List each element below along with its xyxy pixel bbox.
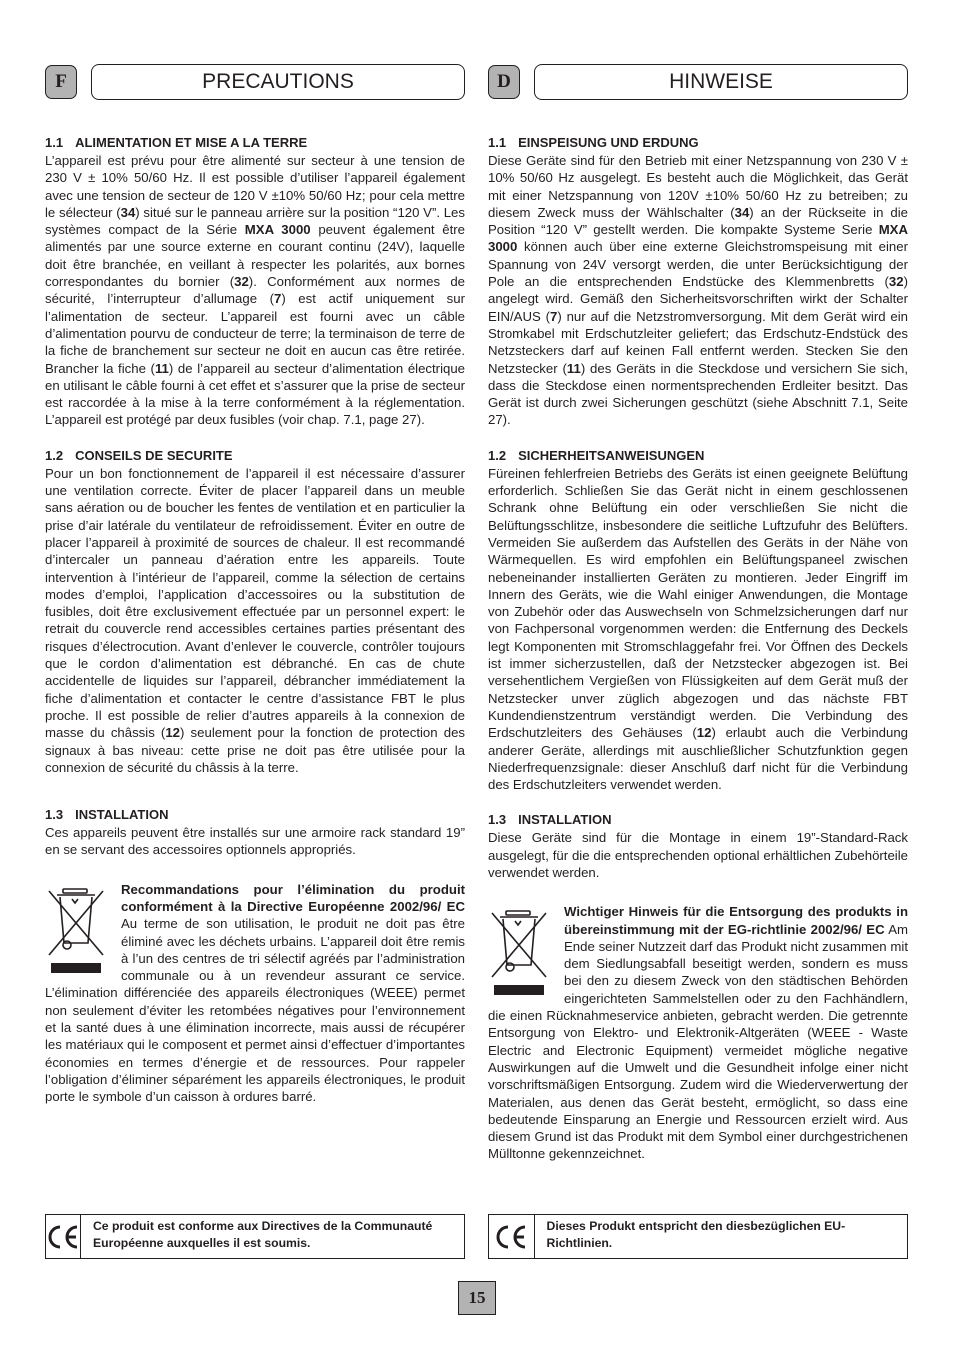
weee-heading: Recommandations pour l’élimination du produit conformément à la Directive Européenne 2002/96/ EC [121, 881, 465, 914]
section-text: Ces appareils peuvent être installés sur une armoire rack standard 19” en se servant des accessoires optionnels appropriés. [45, 825, 465, 858]
weee-notice [488, 903, 908, 1162]
page-title: HINWEISE [534, 64, 908, 100]
weee-heading: Wichtiger Hinweis für die Entsorgung des produkts in übereinstimmung mit der EG-richtlinie 2002/96/ EC [564, 904, 908, 937]
language-badge: F [45, 65, 77, 99]
crossed-out-wheelie-bin-icon [45, 885, 107, 975]
ce-conformity-box [45, 1214, 465, 1259]
section-safety [488, 447, 908, 794]
section-header [45, 64, 465, 102]
section-heading: 1.1 EINSPEISUNG UND ERDUNG [488, 135, 699, 150]
section-power [45, 134, 465, 429]
ce-text: Ce produit est conforme aux Directives de la Communauté Européenne auxquelles il est soumis. [93, 1219, 433, 1250]
section-text: Füreinen fehlerfreien Betriebs des Geräts ist einen geeignete Belüftung erforderlich. Schließen Sie das Gerät nicht in einem geschlossenen Schrank ohne Belüftung ein oder verschließen Sie nicht die Belüftungsschlitze, insbesondere die seitliche Luftzufuhr des Belüfters. Vermeiden Sie außerdem das Aufstellen des Geräts in der Nähe von Wärmequellen. Es wird empfohlen ein Belüftungspaneel zwischen nebeneinander installierten Geräten zu montieren. Jeder Eingriff im Innern des Geräts, wie die Wahl einiger Anwendungen, die Montage von Zubehör oder das Auswechseln von Schmelzsicherungen darf nur von Fachpersonal vorgenommen werden: die Entfernung des Deckels legt Komponenten mit Stromschlaggefahr frei. Vor Öffnen des Deckels ist immer sicherzustellen, daß der Netzstecker abgezogen ist. Bei versehentlichem Vergießen von Flüssigkeiten auf dem Gerät muß der Netzstecker unver züglich abgezogen und das nächste FBT Kundendienstzentrum verständigt werden. Die Verbindung des Erdschutzleiters des Gehäuses (12) erlaubt auch die Verbindung anderer Geräte, allerdings mit auschließlicher Schutzfunktion gegen Niederfrequenzsignale: dieser Anschluß darf nicht für die Verbindung des Erdschutzleiters verwendet werden. [488, 465, 909, 793]
section-heading: 1.2 SICHERHEITSANWEISUNGEN [488, 447, 705, 463]
section-text: Diese Geräte sind für die Montage in einem 19”-Standard-Rack ausgelegt, für die die entsprechenden optional erhältlichen Zubehörteile verwendet werden. [488, 830, 908, 880]
section-header [488, 64, 908, 102]
section-installation [488, 811, 908, 881]
page-title: PRECAUTIONS [91, 64, 465, 100]
page-number: 15 [458, 1281, 496, 1315]
ce-mark-icon [489, 1215, 535, 1258]
column-french [45, 64, 465, 1106]
section-safety [45, 447, 465, 776]
weee-notice [45, 881, 465, 1106]
language-badge: D [488, 65, 520, 99]
column-german [488, 64, 908, 1163]
section-text: L’appareil est prévu pour être alimenté sur secteur à une tension de 230 V ± 10% 50/60 Hz. Il est possible d’utiliser l’appareil également avec une tension de secteur de 120 V ±10% 50/60 Hz; pour cela mettre le sélecteur (34) situé sur le panneau arrière sur la position “120 V”. Les systèmes compact de la Série MXA 3000 peuvent également être alimentés par une source externe en courant continu (24V), laquelle doit être branchée, en veillant à respecter les polarités, aux bornes correspondantes du bornier (32). Conformément aux normes de sécurité, l’interrupteur d’allumage (7) est actif uniquement sur l’alimentation de secteur. L’appareil est fourni avec un câble d’alimentation pourvu de conducteur de terre; la terminaison de terre de la fiche de branchement sur secteur ne doit en aucun cas être retirée. Brancher la fiche (11) de l’appareil au secteur d’alimentation électrique en utilisant le câble fourni à cet effet et s’assurer que la prise de secteur est raccordée à la mise à la terre conformément à la réglementation. L’appareil est protégé par deux fusibles (voir chap. 7.1, page 27). [45, 153, 466, 428]
section-text: Diese Geräte sind für den Betrieb mit einer Netzspannung von 230 V ± 10% 50/60 Hz ausgelegt. Es besteht auch die Möglichkeit, das Gerät mit einer Netzspannung von 120V ±10% 50/60 Hz zu betreiben; zu diesem Zweck muss der Wählschalter (34) an der Rückseite in die Position “120 V” gestellt werden. Die kompakte Systeme Serie MXA 3000 können auch über eine externe Gleichstromspeisung mit einer Spannung von 24V versorgt werden, die unter Berücksichtigung der Pole an die entsprechenden Endstücke des Klemmenbretts (32) angelegt wird. Gemäß den Sicherheitsvorschriften wirkt der Schalter EIN/AUS (7) nur auf die Netzstromversorgung. Mit dem Gerät wird ein Stromkabel mit Erdschutzleiter geliefert; das Erdschutz-Endstück des Netzsteckers darf auf keinen Fall entfernt werden. Stecken Sie den Netzstecker (11) des Geräts in die Steckdose und versichern Sie sich, dass die Steckdose einen normentsprechenden Erdleiter besitzt. Das Gerät ist durch zwei Sicherungen geschützt (siehe Abschnitt 7.1, Seite 27). [488, 153, 908, 428]
section-text: Pour un bon fonctionnement de l’appareil il est nécessaire d’assurer une ventilation correcte. Éviter de placer l’appareil dans un meuble sans aération ou de boucher les fentes de ventilation et en particulier la prise d’air latérale du ventilateur de refroidissement. Éviter en outre de placer l’appareil à proximité de sources de chaleur. Il est recommandé d’intercaler un panneau d’aération entre les appareils. Toute intervention à l’intérieur de l’appareil, comme la sélection de certains modes d’emploi, l’application d’accessoires ou la substitution de fusibles, doit être exclusivement effectuée par un personnel expert: le retrait du couvercle rend accessibles certaines parties présentant des risques d’électrocution. Avant d’enlever le couvercle, contrôler toujours que le cordon d’alimentation est débranché. En cas de chute accidentelle de liquides sur l’appareil, débrancher immédiatement la fiche d’alimentation et contacter le centre d’assistance FBT le plus proche. Il est possible de relier d’autres appareils à la connexion de masse du châssis (12) seulement pour la fonction de protection des signaux à bas niveau: cette prise ne doit pas être utilisée pour la connexion de sécurité du châssis à la terre. [45, 465, 466, 775]
weee-text: Au terme de son utilisation, le produit ne doit pas être éliminé avec les déchets urbains. L’appareil doit être remis à l’un des centres de tri sélectif agréés par l’administration communale ou à un revendeur assurant ce service. L’élimination différenciée des appareils électroniques (WEEE) permet non seulement d’éviter les retombées négatives pour l’environnement et la santé dues à une élimination incorrecte, mais aussi de récupérer les matériaux qui le composent et permet ainsi d’effectuer d’importantes économies en termes d’énergie et de ressources. Pour rappeler l’obligation d’éliminer séparément les appareils électroniques, le produit porte le symbole d’un caisson à ordures barré. [45, 916, 465, 1105]
section-power [488, 134, 908, 429]
ce-mark-icon [46, 1215, 81, 1258]
section-heading: 1.1 ALIMENTATION ET MISE A LA TERRE [45, 135, 308, 150]
section-installation [45, 806, 465, 859]
ce-text: Dieses Produkt entspricht den diesbezüglichen EU-Richtlinien. [546, 1219, 846, 1250]
section-heading: 1.2 CONSEILS DE SECURITE [45, 447, 233, 463]
ce-conformity-box [488, 1214, 908, 1259]
section-heading: 1.3 INSTALLATION [488, 812, 612, 828]
weee-text: Am Ende seiner Nutzzeit darf das Produkt nicht zusammen mit dem Siedlungsabfall beseitigt werden, sondern es muss bei den zu diesem Zweck von den städtischen Behörden eingerichteten Sammelstellen oder zu den Fachhändlern, die einen Rücknahmeservice anbieten, gebracht werden. Die getrennte Entsorgung von Elektro- und Elektronik-Altgeräten (WEEE - Waste Electric and Electronic Equipment) vermeidet mögliche negative Auswirkungen auf die Umwelt und die Gesundheit infolge einer nicht vorschriftsmäßigen Entsorgung. Zudem wird die Wiederverwertung der Materialen, aus denen das Gerät besteht, ermöglicht, so dass eine bedeutende Einsparung an Energie und Ressourcen erzielt wird. Aus diesem Grund ist das Produkt mit dem Symbol einer durchgestrichenen Mülltonne gekennzeichnet. [488, 921, 909, 1162]
crossed-out-wheelie-bin-icon [488, 907, 550, 997]
section-heading: 1.3 INSTALLATION [45, 807, 169, 823]
